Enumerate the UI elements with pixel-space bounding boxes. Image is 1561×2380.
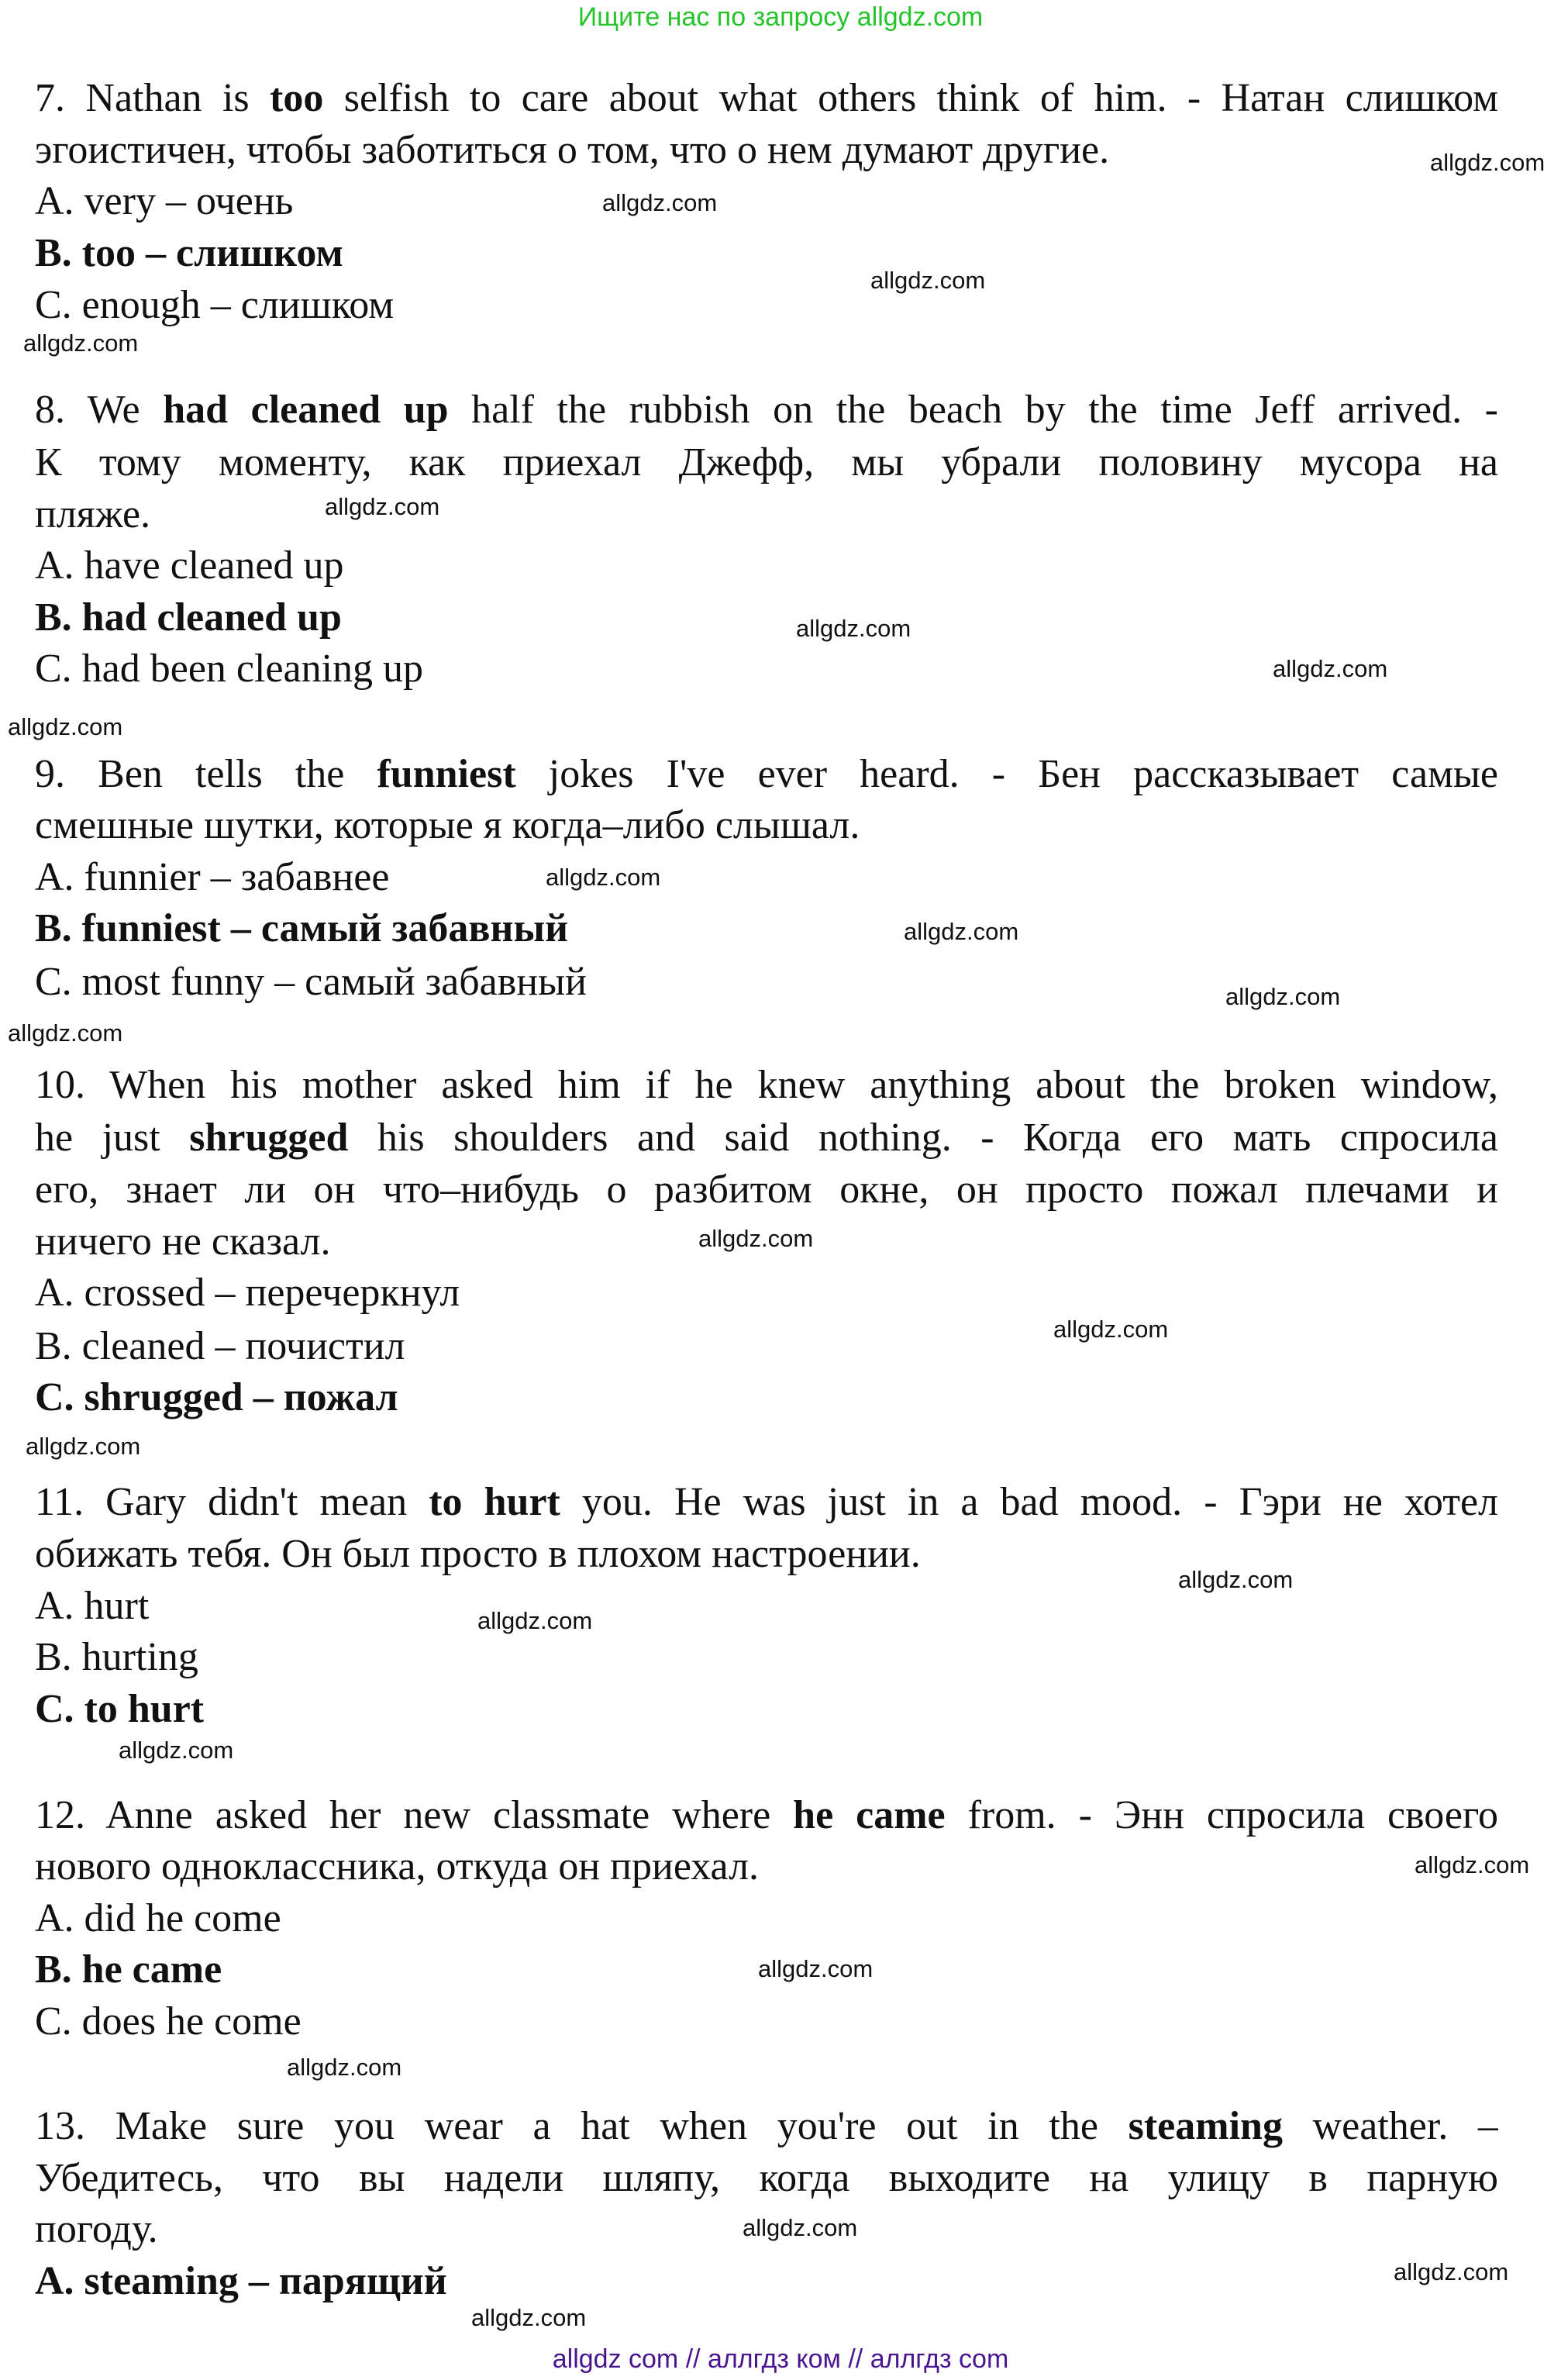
- watermark: allgdz.com: [119, 1737, 234, 1764]
- text: jokes I've ever heard. - Бен рассказывает самые: [515, 752, 1498, 796]
- question-9-text: [35, 749, 1498, 800]
- watermark: allgdz.com: [23, 329, 139, 357]
- watermark: allgdz.com: [8, 1019, 123, 1047]
- watermark: allgdz.com: [1225, 983, 1341, 1010]
- text: 11. Gary didn't mean: [35, 1480, 429, 1524]
- option-b-correct: [35, 592, 1498, 643]
- watermark: allgdz.com: [471, 2304, 587, 2331]
- highlight: he came: [793, 1793, 946, 1837]
- option-c: C. had been cleaning up: [35, 647, 424, 691]
- option-a: A. hurt: [35, 1584, 150, 1628]
- watermark: allgdz.com: [1053, 1316, 1169, 1343]
- text: he just: [35, 1116, 190, 1160]
- watermark: allgdz.com: [26, 1433, 141, 1460]
- question-12-text: [35, 1790, 1498, 1841]
- text: 7. Nathan is: [35, 76, 271, 120]
- text: half the rubbish on the beach by the time Jeff arrived. -: [448, 388, 1498, 432]
- question-10-translation-end: ничего не сказал.: [35, 1219, 331, 1264]
- option-c-correct: [35, 1684, 1498, 1735]
- question-10-text: 10. When his mother asked him if he knew anything about the broken window,: [35, 1063, 1498, 1107]
- option-c: C. does he come: [35, 1999, 302, 2044]
- text: weather. –: [1282, 2104, 1498, 2148]
- question-10-translation: его, знает ли он что–нибудь о разбитом окне, он просто пожал плечами и: [35, 1168, 1498, 1212]
- answer: B. too – слишком: [35, 231, 343, 275]
- question-10-text-cont: [35, 1112, 1498, 1164]
- site-banner: Ищите нас по запросу allgdz.com: [577, 2, 984, 32]
- text: his shoulders and said nothing. - Когда его мать спросила: [348, 1116, 1498, 1160]
- highlight: had cleaned up: [163, 388, 449, 432]
- highlight: to hurt: [429, 1480, 560, 1524]
- highlight: too: [270, 76, 324, 120]
- option-b: B. hurting: [35, 1635, 198, 1679]
- option-c: C. enough – слишком: [35, 283, 395, 327]
- answer: C. to hurt: [35, 1687, 205, 1731]
- answer: A. steaming – парящий: [35, 2259, 447, 2303]
- option-a: A. have cleaned up: [35, 543, 344, 588]
- question-13-text: [35, 2101, 1498, 2152]
- question-8-text: [35, 385, 1498, 436]
- option-b: B. cleaned – почистил: [35, 1324, 405, 1368]
- question-8-translation-end: пляже.: [35, 492, 151, 536]
- watermark: allgdz.com: [546, 864, 661, 891]
- question-11-text: [35, 1477, 1498, 1528]
- answer: B. he came: [35, 1947, 222, 1992]
- option-a: A. funnier – забавнее: [35, 855, 390, 899]
- watermark: allgdz.com: [1273, 655, 1388, 682]
- watermark: allgdz.com: [698, 1225, 814, 1252]
- answer: C. shrugged – пожал: [35, 1375, 398, 1419]
- highlight: steaming: [1128, 2104, 1283, 2148]
- text: you. He was just in a bad mood. - Гэри не хотел: [560, 1480, 1498, 1524]
- answer: B. had cleaned up: [35, 595, 342, 640]
- watermark: allgdz.com: [325, 493, 440, 520]
- text: 8. We: [35, 388, 164, 432]
- watermark: allgdz.com: [287, 2054, 402, 2081]
- option-a: A. did he come: [35, 1896, 281, 1940]
- question-13-translation-end: погоду.: [35, 2207, 158, 2251]
- question-8-translation: К тому моменту, как приехал Джефф, мы убрали половину мусора на: [35, 440, 1498, 485]
- question-11-translation: обижать тебя. Он был просто в плохом настроении.: [35, 1532, 921, 1576]
- text: selfish to care about what others think of him. - Натан слишком: [323, 76, 1498, 120]
- option-a: A. crossed – перечеркнул: [35, 1271, 460, 1315]
- site-footer: allgdz com // аллгдз ком // аллгдз com: [552, 2344, 1009, 2374]
- watermark: allgdz.com: [1394, 2258, 1509, 2285]
- watermark: allgdz.com: [743, 2214, 858, 2241]
- watermark: allgdz.com: [8, 713, 123, 740]
- option-b-correct: [35, 903, 1498, 954]
- highlight: shrugged: [189, 1116, 349, 1160]
- text: 9. Ben tells the: [35, 752, 377, 796]
- option-c: C. most funny – самый забавный: [35, 960, 587, 1004]
- text: 12. Anne asked her new classmate where: [35, 1793, 794, 1837]
- watermark: allgdz.com: [1430, 149, 1545, 176]
- question-9-translation: смешные шутки, которые я когда–либо слышал.: [35, 803, 860, 847]
- question-7-text: [35, 73, 1498, 124]
- answer: B. funniest – самый забавный: [35, 906, 569, 950]
- text: from. - Энн спросила своего: [945, 1793, 1498, 1837]
- highlight: funniest: [377, 752, 516, 796]
- question-13-translation: Убедитесь, что вы надели шляпу, когда выходите на улицу в парную: [35, 2156, 1498, 2200]
- watermark: allgdz.com: [1178, 1566, 1294, 1593]
- question-12-translation: нового одноклассника, откуда он приехал.: [35, 1844, 760, 1888]
- question-7-translation: эгоистичен, чтобы заботиться о том, что о нем думают другие.: [35, 128, 1110, 172]
- watermark: allgdz.com: [870, 267, 986, 294]
- watermark: allgdz.com: [602, 189, 718, 216]
- text: 13. Make sure you wear a hat when you're out in the: [35, 2104, 1129, 2148]
- option-a-correct: [35, 2256, 1498, 2307]
- watermark: allgdz.com: [758, 1955, 874, 1982]
- watermark: allgdz.com: [796, 615, 911, 642]
- watermark: allgdz.com: [904, 918, 1019, 945]
- option-a: A. very – очень: [35, 179, 294, 223]
- option-c-correct: [35, 1372, 1498, 1423]
- option-b-correct: [35, 228, 1498, 279]
- watermark: allgdz.com: [1415, 1851, 1530, 1878]
- watermark: allgdz.com: [477, 1607, 593, 1634]
